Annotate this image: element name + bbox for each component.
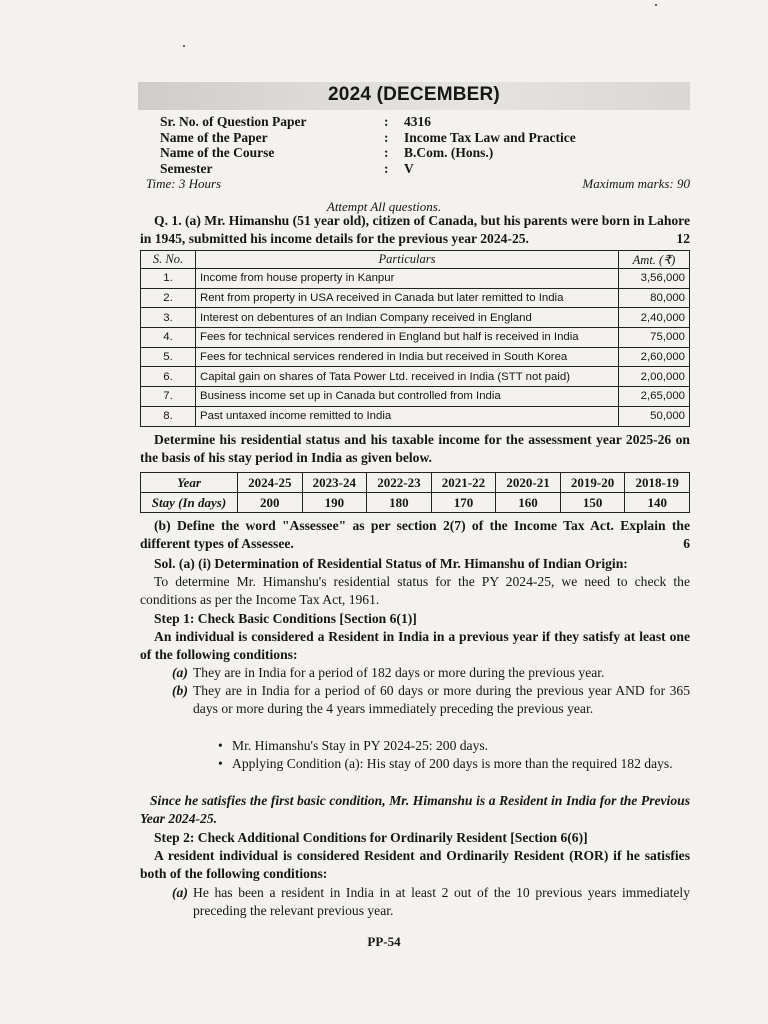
step-2-heading: Step 2: Check Additional Conditions for Ordinarily Resident [Section 6(6)]	[154, 830, 588, 845]
table-row	[141, 308, 690, 328]
step-1-heading: Step 1: Check Basic Conditions [Section 6(1)]	[154, 611, 417, 626]
cell-year: 2024-25	[238, 473, 303, 493]
table-row	[141, 493, 690, 513]
meta-key: Sr. No. of Question Paper	[160, 114, 307, 129]
meta-row: Name of the Paper : Income Tax Law and Practice	[160, 129, 576, 145]
table-row	[141, 288, 690, 308]
cell-year: 2019-20	[560, 473, 625, 493]
cell-days: 180	[367, 493, 432, 513]
table-row	[141, 328, 690, 348]
cell-year: 2022-23	[367, 473, 432, 493]
solution-heading: Sol. (a) (i) Determination of Residential Status of Mr. Himanshu of Indian Origin:	[154, 556, 628, 571]
conclusion: Since he satisfies the first basic condition, Mr. Himanshu is a Resident in India for the Previous Year 2024-25.	[140, 793, 690, 826]
cell-year: 2018-19	[625, 473, 690, 493]
condition-a-label: (a)	[172, 665, 188, 680]
condition-b: They are in India for a period of 60 days or more during the previous year AND for 365 days or more during the 4 years immediately preceding the previous year.	[193, 683, 690, 716]
cell-year: 2023-24	[302, 473, 367, 493]
table-row	[141, 347, 690, 367]
step-1-text: An individual is considered a Resident in India in a previous year if they satisfy at least one of the following conditions:	[140, 629, 690, 662]
cell-amount: 2,40,000	[619, 308, 690, 328]
cell-particulars: Interest on debentures of an Indian Company received in England	[196, 308, 619, 328]
meta-row: Semester : V	[160, 160, 414, 176]
cell-days: 190	[302, 493, 367, 513]
column-header: S. No.	[141, 251, 196, 269]
cell-amount: 2,65,000	[619, 387, 690, 407]
page-number: PP-54	[367, 934, 401, 949]
time-marks-line	[146, 176, 690, 192]
cell-amount: 2,00,000	[619, 367, 690, 387]
cell-particulars: Business income set up in Canada but controlled from India	[196, 387, 619, 407]
cell-sno: 6.	[141, 367, 196, 387]
income-table	[140, 250, 690, 427]
cell-sno: 1.	[141, 269, 196, 289]
cell-particulars: Fees for technical services rendered in England but half is received in India	[196, 328, 619, 348]
cell-year: 2021-22	[431, 473, 496, 493]
meta-key: Name of the Course	[160, 145, 275, 160]
cell-sno: 3.	[141, 308, 196, 328]
cell-amount: 3,56,000	[619, 269, 690, 289]
cell-year: 2020-21	[496, 473, 561, 493]
cell-particulars: Fees for technical services rendered in India but received in South Korea	[196, 347, 619, 367]
cell-days: 150	[560, 493, 625, 513]
stay-period-table	[140, 472, 690, 513]
cell-particulars: Capital gain on shares of Tata Power Ltd. received in India (STT not paid)	[196, 367, 619, 387]
paper-year-title: 2024 (DECEMBER)	[328, 84, 500, 105]
cell-amount: 80,000	[619, 288, 690, 308]
time-allowed: Time: 3 Hours	[146, 176, 222, 191]
bullet-dot: •	[218, 756, 223, 771]
condition-2a: He has been a resident in India in at least 2 out of the 10 previous years immediately preceding the relevant previous year.	[193, 885, 690, 918]
table-row	[141, 367, 690, 387]
paper-meta	[160, 114, 640, 176]
meta-value: Income Tax Law and Practice	[404, 129, 576, 145]
row-header: Stay (In days)	[141, 493, 238, 513]
bullet-condition: Applying Condition (a): His stay of 200 days is more than the required 182 days.	[232, 756, 673, 771]
meta-row: Name of the Course : B.Com. (Hons.)	[160, 145, 494, 160]
condition-2a-label: (a)	[172, 885, 188, 900]
question-1a	[140, 212, 690, 248]
table-row	[141, 406, 690, 426]
condition-a: They are in India for a period of 182 days or more during the previous year.	[193, 665, 605, 680]
cell-days: 200	[238, 493, 303, 513]
column-header: Particulars	[196, 251, 619, 269]
cell-particulars: Income from house property in Kanpur	[196, 269, 619, 289]
bullet-dot: •	[218, 738, 223, 753]
cell-days: 140	[625, 493, 690, 513]
cell-amount: 50,000	[619, 406, 690, 426]
meta-row: Sr. No. of Question Paper : 4316	[160, 114, 431, 129]
row-header: Year	[141, 473, 238, 493]
question-text: (b) Define the word "Assessee" as per section 2(7) of the Income Tax Act. Explain the different types of Assessee.	[140, 518, 690, 551]
question-text: Q. 1. (a) Mr. Himanshu (51 year old), citizen of Canada, but his parents were born in Lahore in 1945, submitted his income details for the previous year 2024-25.	[140, 213, 690, 246]
cell-particulars: Past untaxed income remitted to India	[196, 406, 619, 426]
speck	[183, 45, 185, 47]
meta-value: B.Com. (Hons.)	[404, 145, 494, 160]
table-row	[141, 473, 690, 493]
meta-key: Semester	[160, 160, 213, 176]
speck	[655, 4, 657, 6]
solution-intro: To determine Mr. Himanshu's residential status for the PY 2024-25, we need to check the conditions as per the Income Tax Act, 1961.	[140, 574, 690, 607]
cell-days: 170	[431, 493, 496, 513]
cell-days: 160	[496, 493, 561, 513]
table-row	[141, 269, 690, 289]
condition-b-label: (b)	[172, 683, 188, 698]
question-1b	[140, 517, 690, 553]
cell-sno: 8.	[141, 406, 196, 426]
step-2-text: A resident individual is considered Resident and Ordinarily Resident (ROR) if he satisfies both of the following conditions:	[140, 848, 690, 881]
cell-sno: 4.	[141, 328, 196, 348]
cell-amount: 2,60,000	[619, 347, 690, 367]
cell-sno: 5.	[141, 347, 196, 367]
cell-sno: 7.	[141, 387, 196, 407]
column-header: Amt. (₹)	[619, 251, 690, 269]
table-row	[141, 387, 690, 407]
cell-sno: 2.	[141, 288, 196, 308]
meta-key: Name of the Paper	[160, 129, 268, 145]
maximum-marks: Maximum marks: 90	[582, 176, 690, 191]
cell-amount: 75,000	[619, 328, 690, 348]
cell-particulars: Rent from property in USA received in Canada but later remitted to India	[196, 288, 619, 308]
question-marks: 6	[683, 536, 690, 551]
bullet-stay: Mr. Himanshu's Stay in PY 2024-25: 200 days.	[232, 738, 489, 753]
meta-value: 4316	[404, 114, 431, 129]
question-marks: 12	[676, 231, 690, 246]
year-banner	[138, 82, 690, 110]
determine-instruction: Determine his residential status and his taxable income for the assessment year 2025-26 on the basis of his stay period in India as given below.	[140, 432, 690, 465]
instructions: Attempt All questions.	[326, 199, 442, 214]
table-header-row	[141, 251, 690, 269]
meta-value: V	[404, 160, 414, 176]
